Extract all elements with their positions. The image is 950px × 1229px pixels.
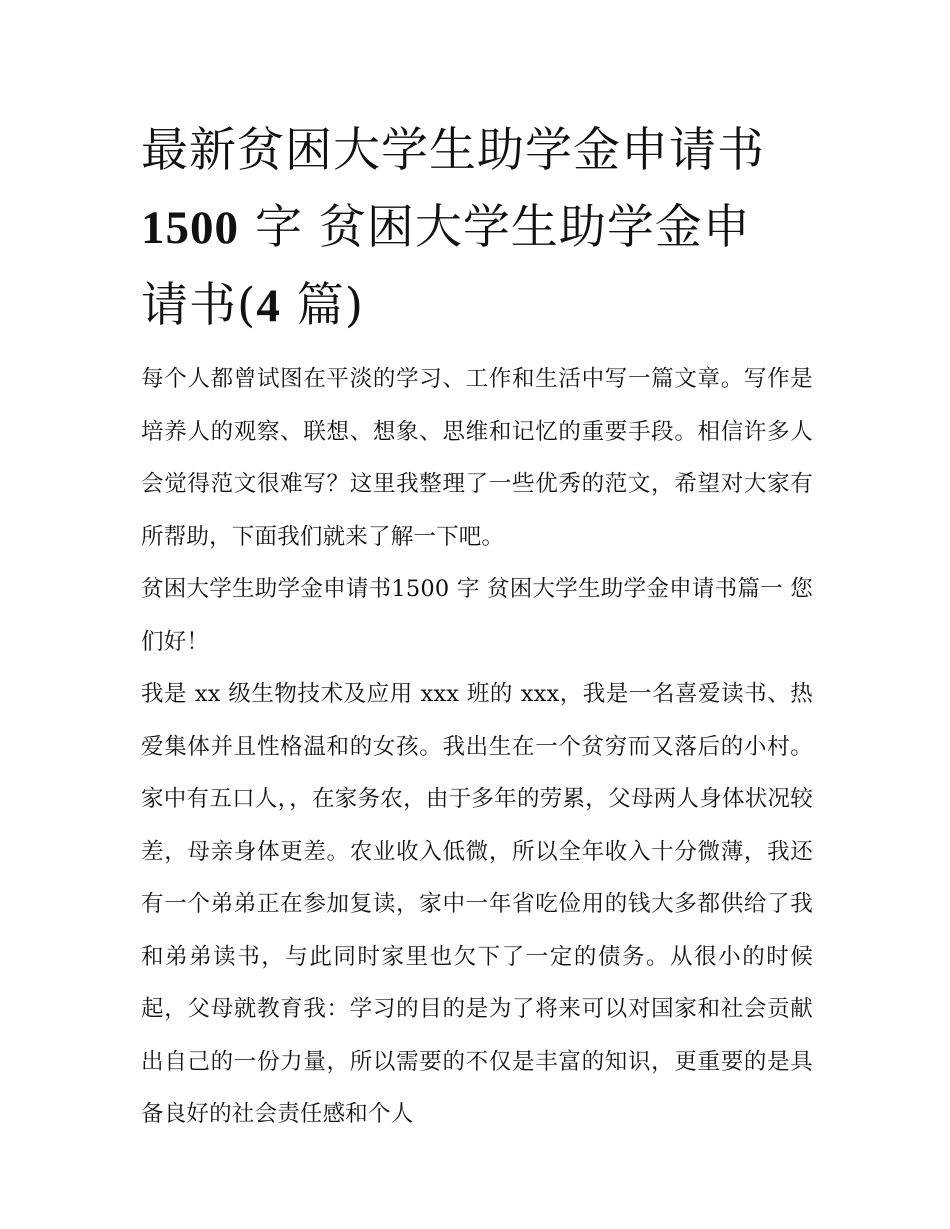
document-title [141,112,813,345]
title-line-3a: 请书( [141,278,257,333]
title-line-1: 最新贫困大学生助学金申请书 [141,123,765,178]
intro-paragraph: 每个人都曾试图在平淡的学习、工作和生活中写一篇文章。写作是培养人的观察、联想、想象、思维和记忆的重要手段。相信许多人会觉得范文很难写？这里我整理了一些优秀的范文，希望对大家有所帮助，下面我们就来了解一下吧。 [141,366,813,550]
section-heading: 贫困大学生助学金申请书1500 字 贫困大学生助学金申请书篇一 您们好！ [141,576,813,655]
title-line-2: 字 贫困大学生助学金申 [239,200,751,255]
document-page [141,112,813,1141]
body-paragraph: 我是 xx 级生物技术及应用 xxx 班的 xxx，我是一名喜爱读书、热爱集体并且性格温和的女孩。我出生在一个贫穷而又落后的小村。家中有五口人，，在家务农，由于多年的劳累，父母两人身体状况较差，母亲身体更差。农业收入低微，所以全年收入十分微薄，我还有一个弟弟正在参加复读，家中一年省吃俭用的钱大多都供给了我和弟弟读书，与此同时家里也欠下了一定的债务。从很小的时候起，父母就教育我：学习的目的是为了将来可以对国家和社会贡献出自己的一份力量，所以需要的不仅是丰富的知识，更重要的是具备良好的社会责任感和个人 [141,681,813,1127]
title-line-3b: 篇) [280,278,365,333]
title-number: 1500 [141,202,239,254]
title-count: 4 [256,280,281,332]
document-body [141,353,813,1141]
